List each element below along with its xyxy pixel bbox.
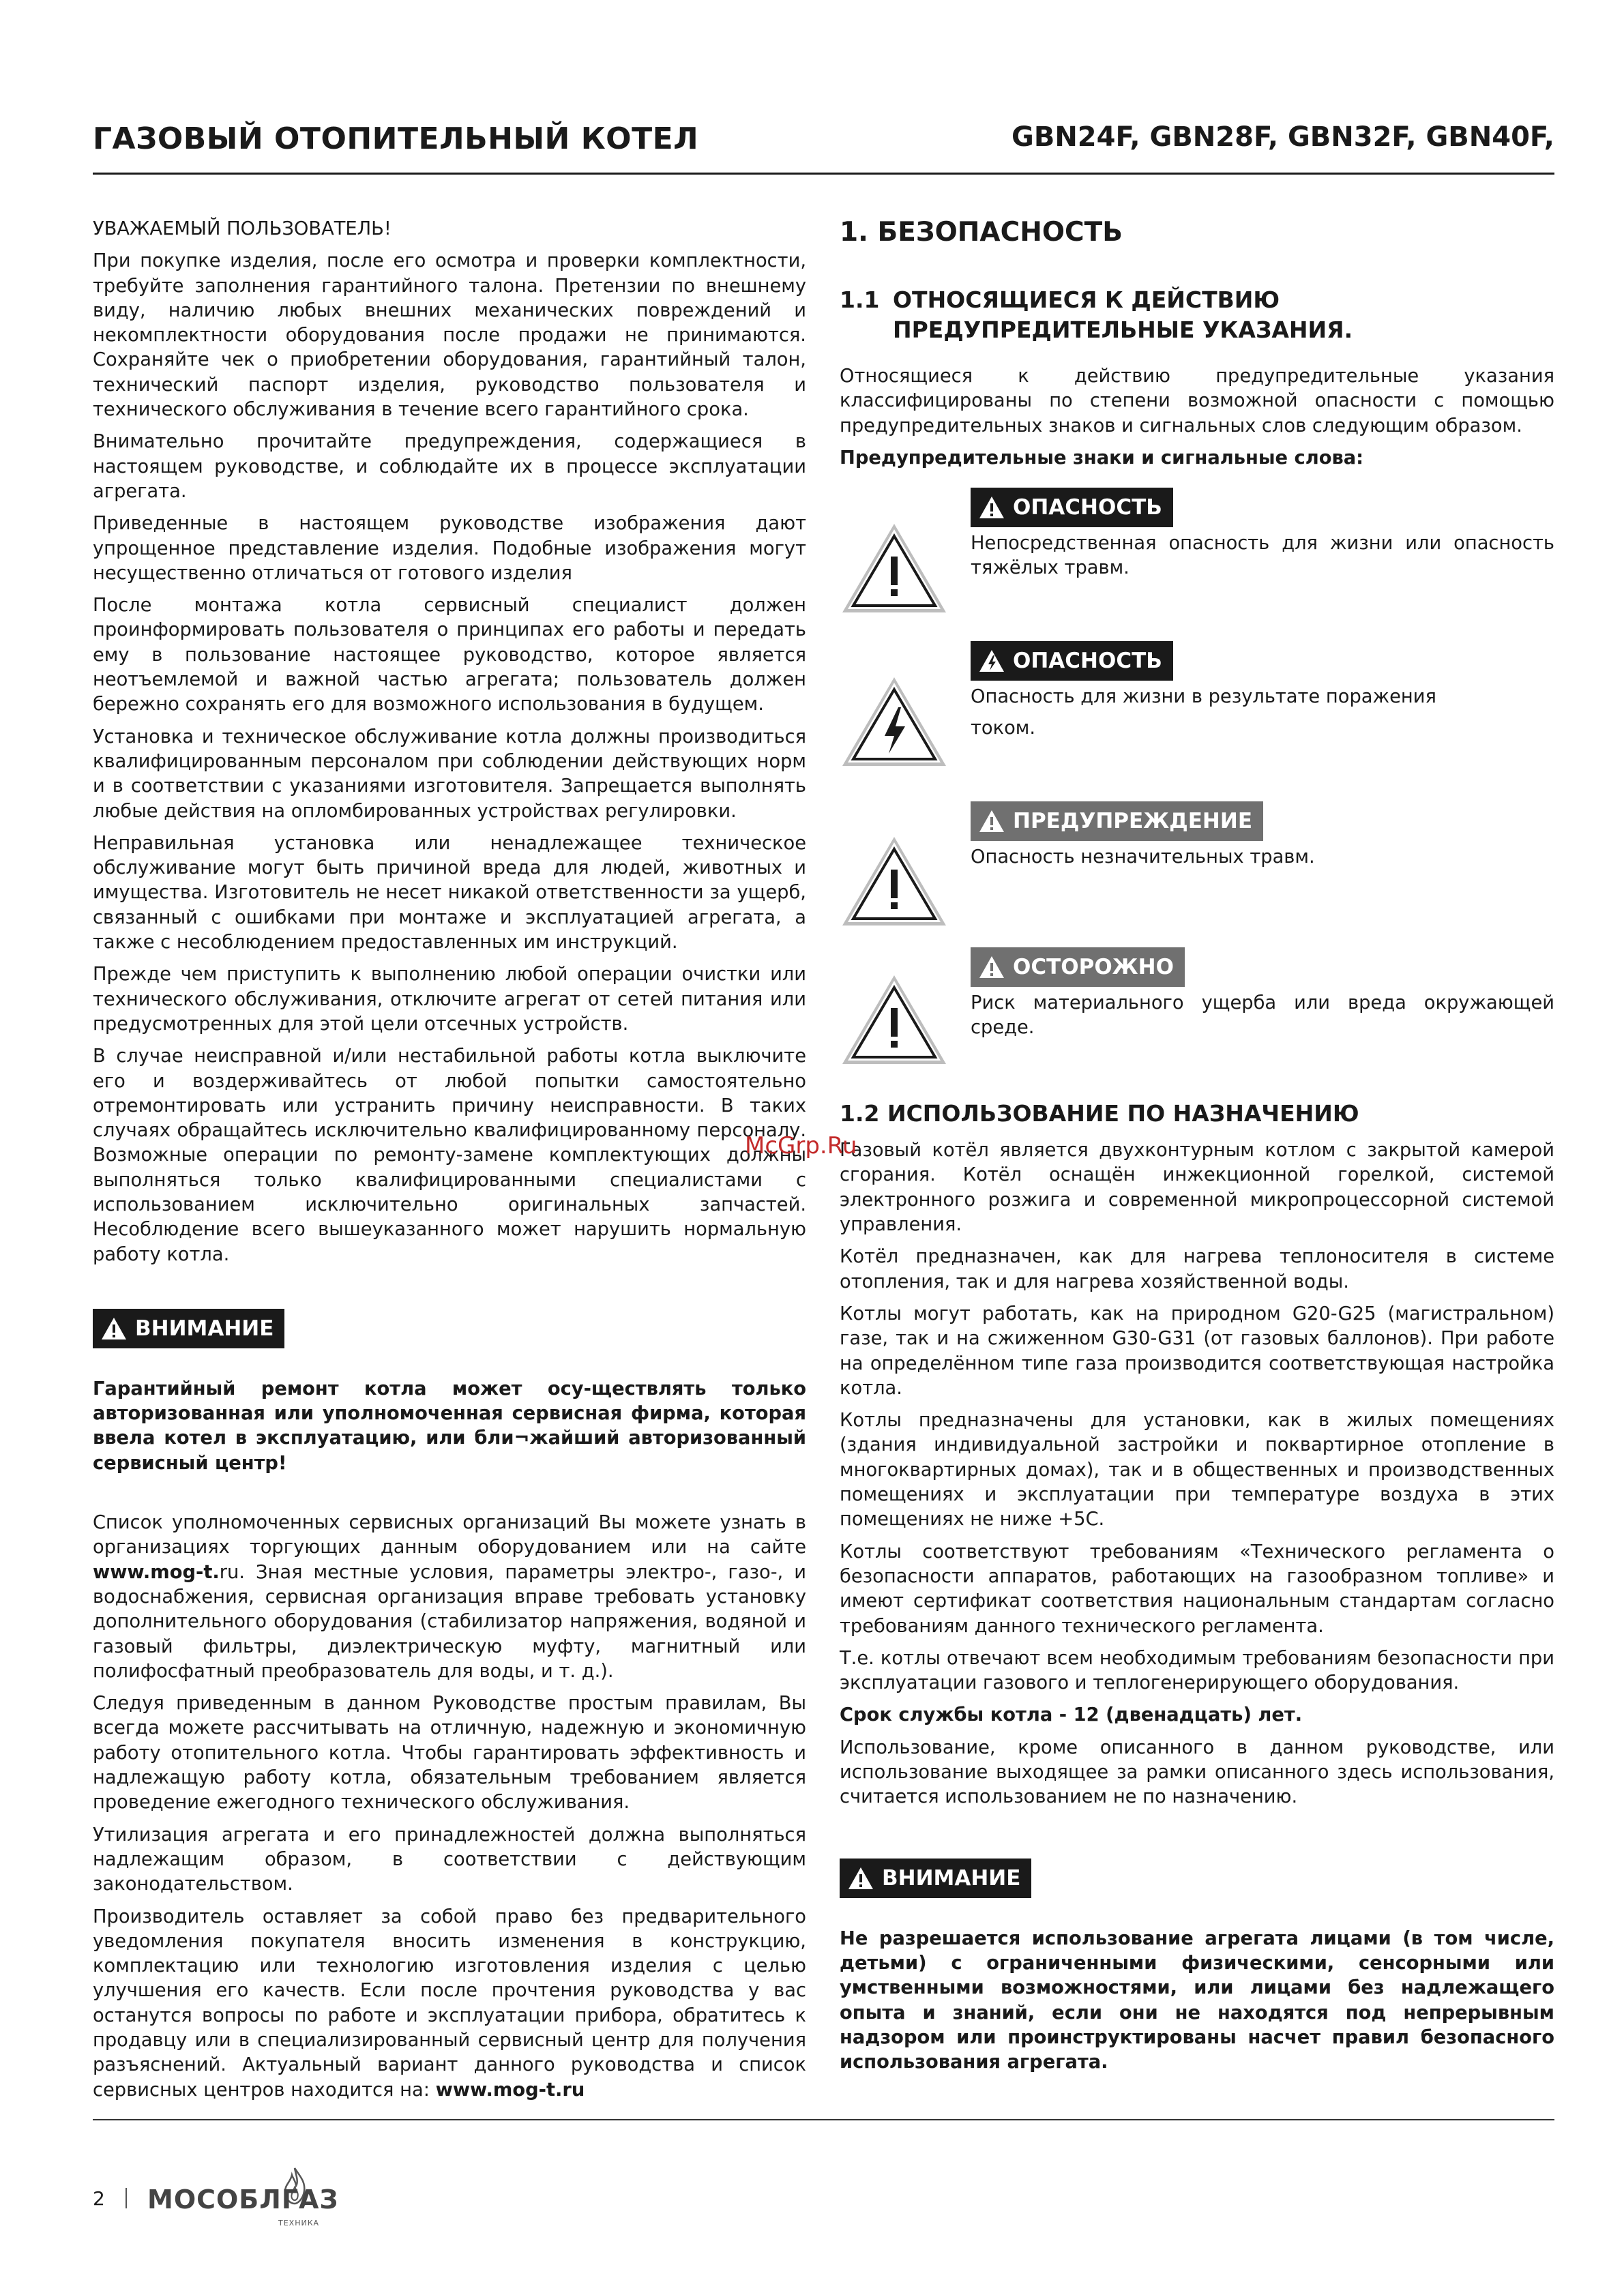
service-paragraph (93, 1511, 806, 1684)
greeting: УВАЖАЕМЫЙ ПОЛЬЗОВАТЕЛЬ! (93, 218, 392, 239)
warning-triangle-icon (101, 1317, 127, 1340)
paragraph: При покупке изделия, после его осмотра и проверки комплектности, требуйте заполнения гарантийного талона. Претензии по внешнему виду, наличию любых внешних механических повреждений и некомплектности оборудования после продажи не принимаются. Сохраняйте чек о приобретении оборудования, гарантийный талон, технический паспорт изделия, руководство пользователя и технического обслуживания в течение всего гарантийного срока. (93, 250, 806, 421)
paragraph: Утилизация агрегата и его принадлежностей должна выполняться надлежащим образом, в соответствии с действующим законодательством. (93, 1824, 806, 1895)
warning-triangle-icon (979, 496, 1005, 519)
footer-divider (93, 2119, 1554, 2120)
footer-separator (126, 2188, 127, 2208)
paragraph: Котёл предназначен, как для нагрева теплоносителя в системе отопления, так и для нагрева хозяйственной воды. (840, 1246, 1554, 1292)
warning-text: Опасность для жизни в результате поражения (971, 686, 1436, 708)
paragraph: Котлы могут работать, как на природном G20-G25 (магистральном) газе, так и на сжиженном G30-G31 (от газовых баллонов). При работе на определённом типе газа производится соответствующая настройка котла. (840, 1303, 1554, 1399)
logo-text: МОСОБЛГАЗ (147, 2185, 339, 2215)
warning-body (971, 801, 1554, 870)
badge-label: ПРЕДУПРЕЖДЕНИЕ (1013, 809, 1252, 834)
warning-item (840, 973, 949, 1075)
warning-text-cont: током. (971, 717, 1036, 739)
warning-body (971, 641, 1554, 741)
attention-label: ВНИМАНИЕ (135, 1316, 274, 1341)
last-paragraph (93, 1905, 806, 2103)
danger-badge (971, 488, 1173, 527)
service-text-cont: ru. Зная местные условия, параметры электро-, газо-, и водоснабжения, сервисная организация вправе требовать установку дополнительного оборудования (стабилизатор напряжения, водяной и газовый фильтры, диэлектрическую муфту, магнитный или полифосфатный преобразователь для воды, и т. д.). (93, 1561, 806, 1682)
last-text: Производитель оставляет за собой право без предварительного уведомления покупателя вносить изменения в конструкцию, комплектацию или технологию изготовления изделия с целью улучшения его качеств. Если после прочтения руководства у вас останутся вопросы по работе и эксплуатации прибора, обратитесь к продавцу или в специализированный сервисный центр для получения разъяснений. Актуальный вариант данного руководства и список сервисных центров находится на: (93, 1906, 806, 2101)
high-voltage-triangle-icon (840, 675, 949, 770)
exclamation-triangle-icon (840, 834, 949, 930)
warning-triangle-icon (848, 1867, 874, 1890)
left-column (93, 217, 806, 2110)
warning-text: Непосредственная опасность для жизни или опасность тяжёлых травм. (971, 533, 1554, 579)
attention-badge (840, 1859, 1031, 1898)
warning-item (840, 675, 949, 777)
warning-item (840, 521, 949, 623)
watermark: McGrp.Ru (745, 1132, 857, 1159)
warranty-notice: Гарантийный ремонт котла может осу-ществлять только авторизованная или уполномоченная сервисная фирма, которая ввела котел в эксплуатацию, или бли¬жайший авторизованный сервисный центр! (93, 1378, 806, 1474)
exclamation-triangle-icon (840, 521, 949, 617)
logo-subtext: ТЕХНИКА (278, 2219, 320, 2227)
exclamation-triangle-icon (840, 973, 949, 1068)
warning-text: Опасность незначительных травм. (971, 846, 1315, 868)
service-life: Срок службы котла - 12 (двенадцать) лет. (840, 1704, 1303, 1726)
badge-label: ОПАСНОСТЬ (1013, 649, 1162, 674)
right-column (840, 217, 1554, 2082)
warning-triangle-icon (979, 956, 1005, 979)
subsection-number: 1.1 (840, 286, 880, 313)
paragraph: Котлы соответствуют требованиям «Технического регламента о безопасности аппаратов, работающих на газообразном топливе» и имеют сертификат соответствия национальным стандартам согласно требованиям данного технического регламента. (840, 1541, 1554, 1637)
attention-label: ВНИМАНИЕ (882, 1865, 1021, 1891)
brand-logo (147, 2172, 339, 2227)
paragraph: Использование, кроме описанного в данном руководстве, или использование выходящее за рамки описанного здесь использования, считается использованием не по назначению. (840, 1736, 1554, 1808)
service-text: Список уполномоченных сервисных организаций Вы можете узнать в организациях торгующих данным оборудованием или на сайте (93, 1512, 806, 1558)
badge-label: ОПАСНОСТЬ (1013, 495, 1162, 520)
high-voltage-icon (979, 649, 1005, 672)
signs-heading: Предупредительные знаки и сигнальные слова: (840, 447, 1364, 469)
paragraph: Котлы предназначены для установки, как в жилых помещениях (здания индивидуальной застройки и поквартирное отопление в многоквартирных домах), так и в общественных и производственных помещениях и эксплуатации при температуре воздуха в этих помещениях не ниже +5С. (840, 1410, 1554, 1530)
restriction-notice: Не разрешается использование агрегата лицами (в том числе, детьми) с ограниченными физическими, сенсорными или умственными возможностями, или лицами без надлежащего опыта и знаний, если они не находятся под непрерывным надзором или проинструктированы насчет правил безопасного использования агрегата. (840, 1927, 1554, 2073)
warning-body (971, 488, 1554, 581)
subsection-title: 1.2 ИСПОЛЬЗОВАНИЕ ПО НАЗНАЧЕНИЮ (840, 1100, 1359, 1127)
page-number: 2 (93, 2187, 105, 2210)
document-title: ГАЗОВЫЙ ОТОПИТЕЛЬНЫЙ КОТЕЛ (93, 121, 699, 156)
paragraph: Установка и техническое обслуживание котла должны производиться квалифицированным персоналом при соблюдении действующих норм и в соответствии с указаниями изготовителя. Запрещается выполнять любые действия на опломбированных устройствах регулировки. (93, 726, 806, 822)
attention-badge (93, 1309, 284, 1348)
paragraph: После монтажа котла сервисный специалист должен проинформировать пользователя о принципах его работы и передать ему в пользование настоящее руководство, которое является неотъемлемой и важной частью агрегата; пользователь должен бережно сохранять его для возможного использования в будущем. (93, 595, 806, 715)
paragraph: В случае неисправной и/или нестабильной работы котла выключите его и воздерживайтесь от любой попытки самостоятельно отремонтировать или устранить причину неисправности. В таких случаях обращайтесь исключительно квалифицированному персоналу. Возможные операции по ремонту-замене комплектующих должны выполняться только квалифицированными специалистами с использованием исключительно оригинальных запчастей. Несоблюдение всего вышеуказанного может нарушить нормальную работу котла. (93, 1046, 806, 1265)
intro-paragraph: Относящиеся к действию предупредительные указания классифицированы по степени возможной опасности с помощью предупредительных знаков и сигнальных слов следующим образом. (840, 366, 1554, 436)
paragraph: Неправильная установка или ненадлежащее техническое обслуживание могут быть причиной вреда для людей, животных и имущества. Изготовитель не несет никакой ответственности за ущерб, связанный с ошибками при монтаже и эксплуатацией агрегата, а также с несоблюдением предоставленных им инструкций. (93, 832, 806, 953)
website-link[interactable]: www.mog-t.ru (435, 2079, 585, 2101)
warning-body (971, 947, 1554, 1041)
danger-badge (971, 641, 1173, 681)
subsection-title (840, 285, 1554, 345)
warning-item (840, 834, 949, 936)
paragraph: Газовый котёл является двухконтурным котлом с закрытой камерой сгорания. Котёл оснащён инжекционной горелкой, системой электронного розжига и современной микропроцессорной системой управления. (840, 1140, 1554, 1236)
website-link[interactable]: www.mog-t. (93, 1561, 220, 1583)
warning-triangle-icon (979, 810, 1005, 833)
warning-list (840, 478, 1554, 1099)
paragraph: Прежде чем приступить к выполнению любой операции очистки или технического обслуживания, отключите агрегат от сетей питания или предусмотренных для этой цели отсечных устройств. (93, 964, 806, 1035)
paragraph: Т.е. котлы отвечают всем необходимым требованиям безопасности при эксплуатации газового и теплогенерирующего оборудования. (840, 1647, 1554, 1694)
header-divider (93, 173, 1554, 175)
caution-badge (971, 947, 1185, 987)
subsection-text: ОТНОСЯЩИЕСЯ К ДЕЙСТВИЮ ПРЕДУПРЕДИТЕЛЬНЫЕ УКАЗАНИЯ. (893, 286, 1353, 343)
section-title: 1. БЕЗОПАСНОСТЬ (840, 217, 1123, 248)
badge-label: ОСТОРОЖНО (1013, 955, 1174, 980)
warning-badge (971, 801, 1263, 841)
model-list: GBN24F, GBN28F, GBN32F, GBN40F, (1012, 121, 1554, 153)
paragraph: Следуя приведенным в данном Руководстве простым правилам, Вы всегда можете рассчитывать на отличную, надежную и экономичную работу отопительного котла. Чтобы гарантировать эффективность и надлежащую работу котла, обязательным требованием является проведение ежегодного технического обслуживания. (93, 1693, 806, 1813)
paragraph: Внимательно прочитайте предупреждения, содержащиеся в настоящем руководстве, и соблюдайте их в процессе эксплуатации агрегата. (93, 431, 806, 502)
paragraph: Приведенные в настоящем руководстве изображения дают упрощенное представление изделия. Подобные изображения могут несущественно отличаться от готового изделия (93, 513, 806, 584)
warning-text: Риск материального ущерба или вреда окружающей среде. (971, 992, 1554, 1039)
